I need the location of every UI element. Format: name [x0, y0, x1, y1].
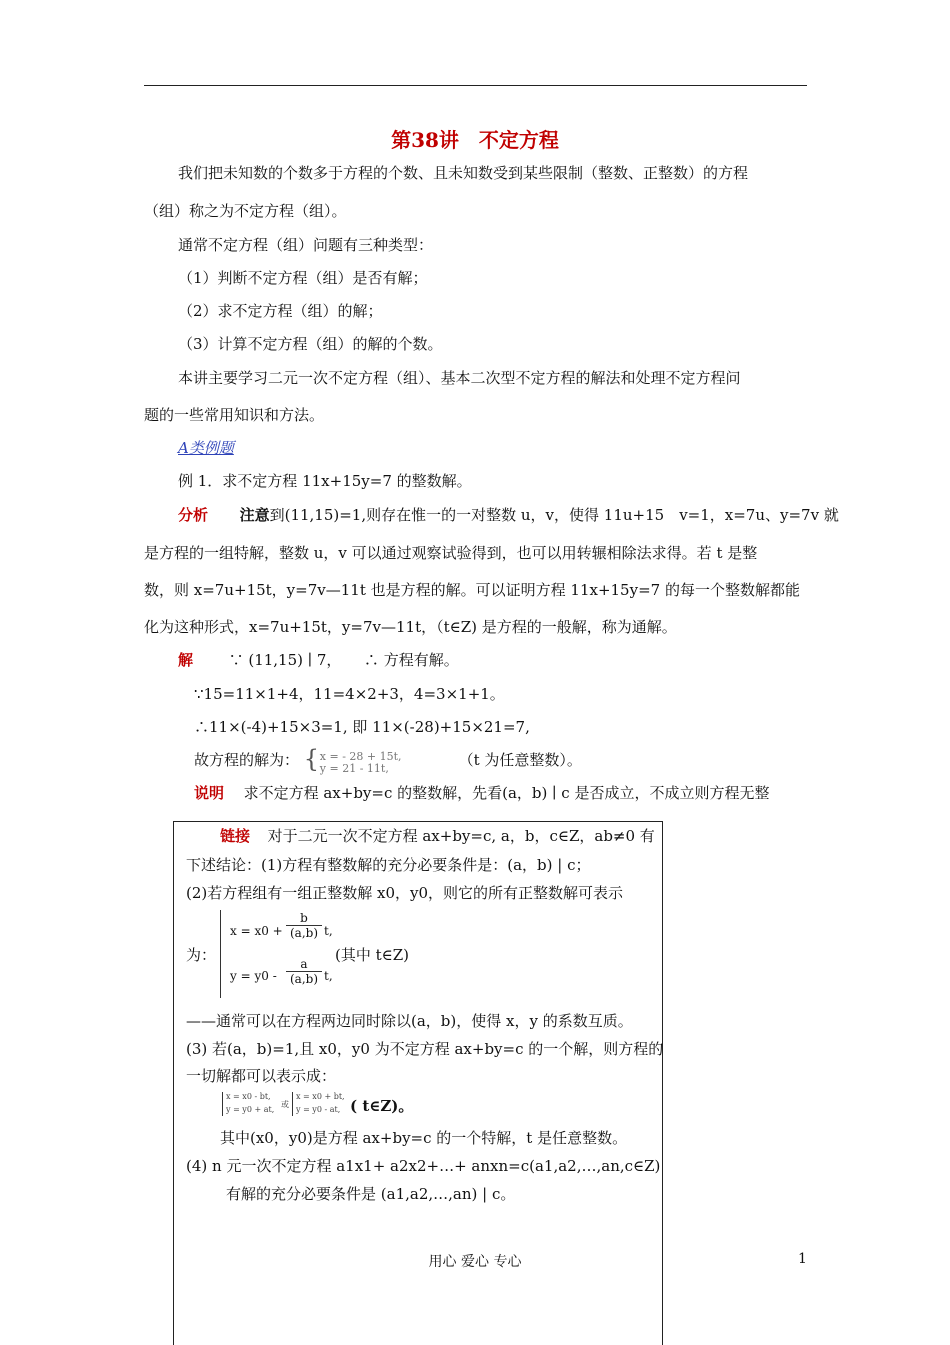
solution-eq-1: x = - 28 + 15t,	[319, 750, 402, 763]
formula-2-fraction	[286, 957, 322, 986]
box-line-10: 有解的充分必要条件是 (a1,a2,…,an) | c。	[226, 1185, 516, 1203]
formula-2-t: t,	[324, 969, 333, 983]
intro-line-2: （组）称之为不定方程（组）。	[144, 202, 347, 220]
system-2-eq-1: x = x0 + bt,	[296, 1092, 345, 1101]
page-title: 第38讲 不定方程	[391, 128, 559, 152]
box-text-1: 对于二元一次不定方程 ax+by=c, a，b，c∈Z，ab≠0 有	[267, 827, 655, 845]
small-brace-2	[292, 1092, 295, 1116]
box-line-1	[220, 826, 655, 846]
formula-2-num: a	[300, 957, 308, 971]
solution-text-3a: 故方程的解为：	[194, 751, 300, 769]
header-rule	[144, 85, 807, 86]
solution-eq-2: y = 21 - 11t,	[319, 762, 389, 775]
note-label: 说明	[194, 784, 225, 802]
solution-line-2: ∴11×(-4)+15×3=1, 即 11×(-28)+15×21=7,	[194, 718, 530, 736]
page-footer: 用心 爱心 专心	[428, 1254, 522, 1270]
box-line-7: ( t∈Z)。	[350, 1097, 414, 1115]
type-3: （3）计算不定方程（组）的解的个数。	[178, 335, 443, 353]
formula-1-t: t,	[324, 924, 333, 938]
box-wei: 为：	[186, 946, 217, 964]
analysis-note: 注意	[239, 506, 270, 524]
system-2-eq-2: y = y0 - at,	[296, 1105, 341, 1114]
section-a-heading: A类例题	[178, 439, 234, 457]
system-1-eq-2: y = y0 + at,	[226, 1105, 275, 1114]
solution-text-0: ∵ (11,15) ∣ 7， ∴ 方程有解。	[228, 651, 459, 669]
formula-1-num: b	[300, 911, 308, 925]
analysis-line-1	[178, 505, 839, 525]
system-or: 或	[281, 1100, 289, 1109]
formula-1-den: (a,b)	[286, 925, 322, 940]
box-qizhong: (其中 t∈Z)	[335, 946, 410, 964]
example-1: 例 1．求不定方程 11x+15y=7 的整数解。	[178, 472, 472, 490]
type-2: （2）求不定方程（组）的解；	[178, 302, 383, 320]
box-line-8: 其中(x0，y0)是方程 ax+by=c 的一个特解，t 是任意整数。	[220, 1129, 628, 1147]
box-line-6: 一切解都可以表示成：	[186, 1067, 337, 1085]
formula-brace	[220, 910, 223, 998]
type-1: （1）判断不定方程（组）是否有解；	[178, 269, 428, 287]
analysis-label: 分析	[178, 506, 209, 524]
solution-line-3	[194, 745, 582, 775]
types-intro: 通常不定方程（组）问题有三种类型：	[178, 236, 434, 254]
left-brace-icon: {	[303, 745, 320, 773]
analysis-line-4: 化为这种形式，x=7u+15t，y=7v—11t，（t∈Z) 是方程的一般解，称为通解。	[144, 618, 677, 636]
analysis-text-1: 到(11,15)=1,则存在惟一的一对整数 u，v，使得 11u+15 v=1，x=7u、y=7v 就	[269, 506, 839, 524]
box-line-2: 下述结论：(1)方程有整数解的充分必要条件是：(a，b) | c；	[186, 856, 591, 874]
main-line-2: 题的一些常用知识和方法。	[144, 406, 325, 424]
solution-system	[303, 745, 454, 775]
box-line-4: ——通常可以在方程两边同时除以(a，b)，使得 x，y 的系数互质。	[186, 1012, 633, 1030]
formula-2-den: (a,b)	[286, 971, 322, 986]
box-line-5: (3) 若(a，b)=1,且 x0，y0 为不定方程 ax+by=c 的一个解，则方程的	[186, 1040, 664, 1058]
intro-line-1: 我们把未知数的个数多于方程的个数、且未知数受到某些限制（整数、正整数）的方程	[178, 164, 749, 182]
solution-line-0	[178, 650, 459, 670]
formula-1-fraction	[286, 911, 322, 940]
box-line-9: (4) n 元一次不定方程 a1x1+ a2x2+…+ anxn=c(a1,a2,…,an,c∈Z)	[186, 1157, 661, 1175]
formula-2-lhs: y = y0 -	[230, 969, 277, 983]
small-brace-1	[222, 1092, 225, 1116]
solution-line-1: ∵15=11×1+4，11=4×2+3，4=3×1+1。	[194, 685, 505, 703]
box-label: 链接	[220, 827, 251, 845]
solution-text-3b: （t 为任意整数）。	[458, 751, 582, 769]
analysis-line-2: 是方程的一组特解，整数 u，v 可以通过观察试验得到，也可以用转辗相除法求得。若 t 是整	[144, 544, 758, 562]
solution-label: 解	[178, 651, 194, 669]
main-line-1: 本讲主要学习二元一次不定方程（组）、基本二次型不定方程的解法和处理不定方程问	[178, 369, 741, 387]
formula-1-lhs: x = x0 +	[230, 924, 283, 938]
note-line	[194, 783, 769, 803]
note-text: 求不定方程 ax+by=c 的整数解，先看(a，b) ∣ c 是否成立，不成立则方程无整	[243, 784, 770, 802]
page-number: 1	[798, 1251, 807, 1267]
box-line-3: (2)若方程组有一组正整数解 x0，y0，则它的所有正整数解可表示	[186, 884, 624, 902]
analysis-line-3: 数，则 x=7u+15t，y=7v—11t 也是方程的解。可以证明方程 11x+15y=7 的每一个整数解都能	[144, 581, 800, 599]
system-1-eq-1: x = x0 - bt,	[226, 1092, 271, 1101]
